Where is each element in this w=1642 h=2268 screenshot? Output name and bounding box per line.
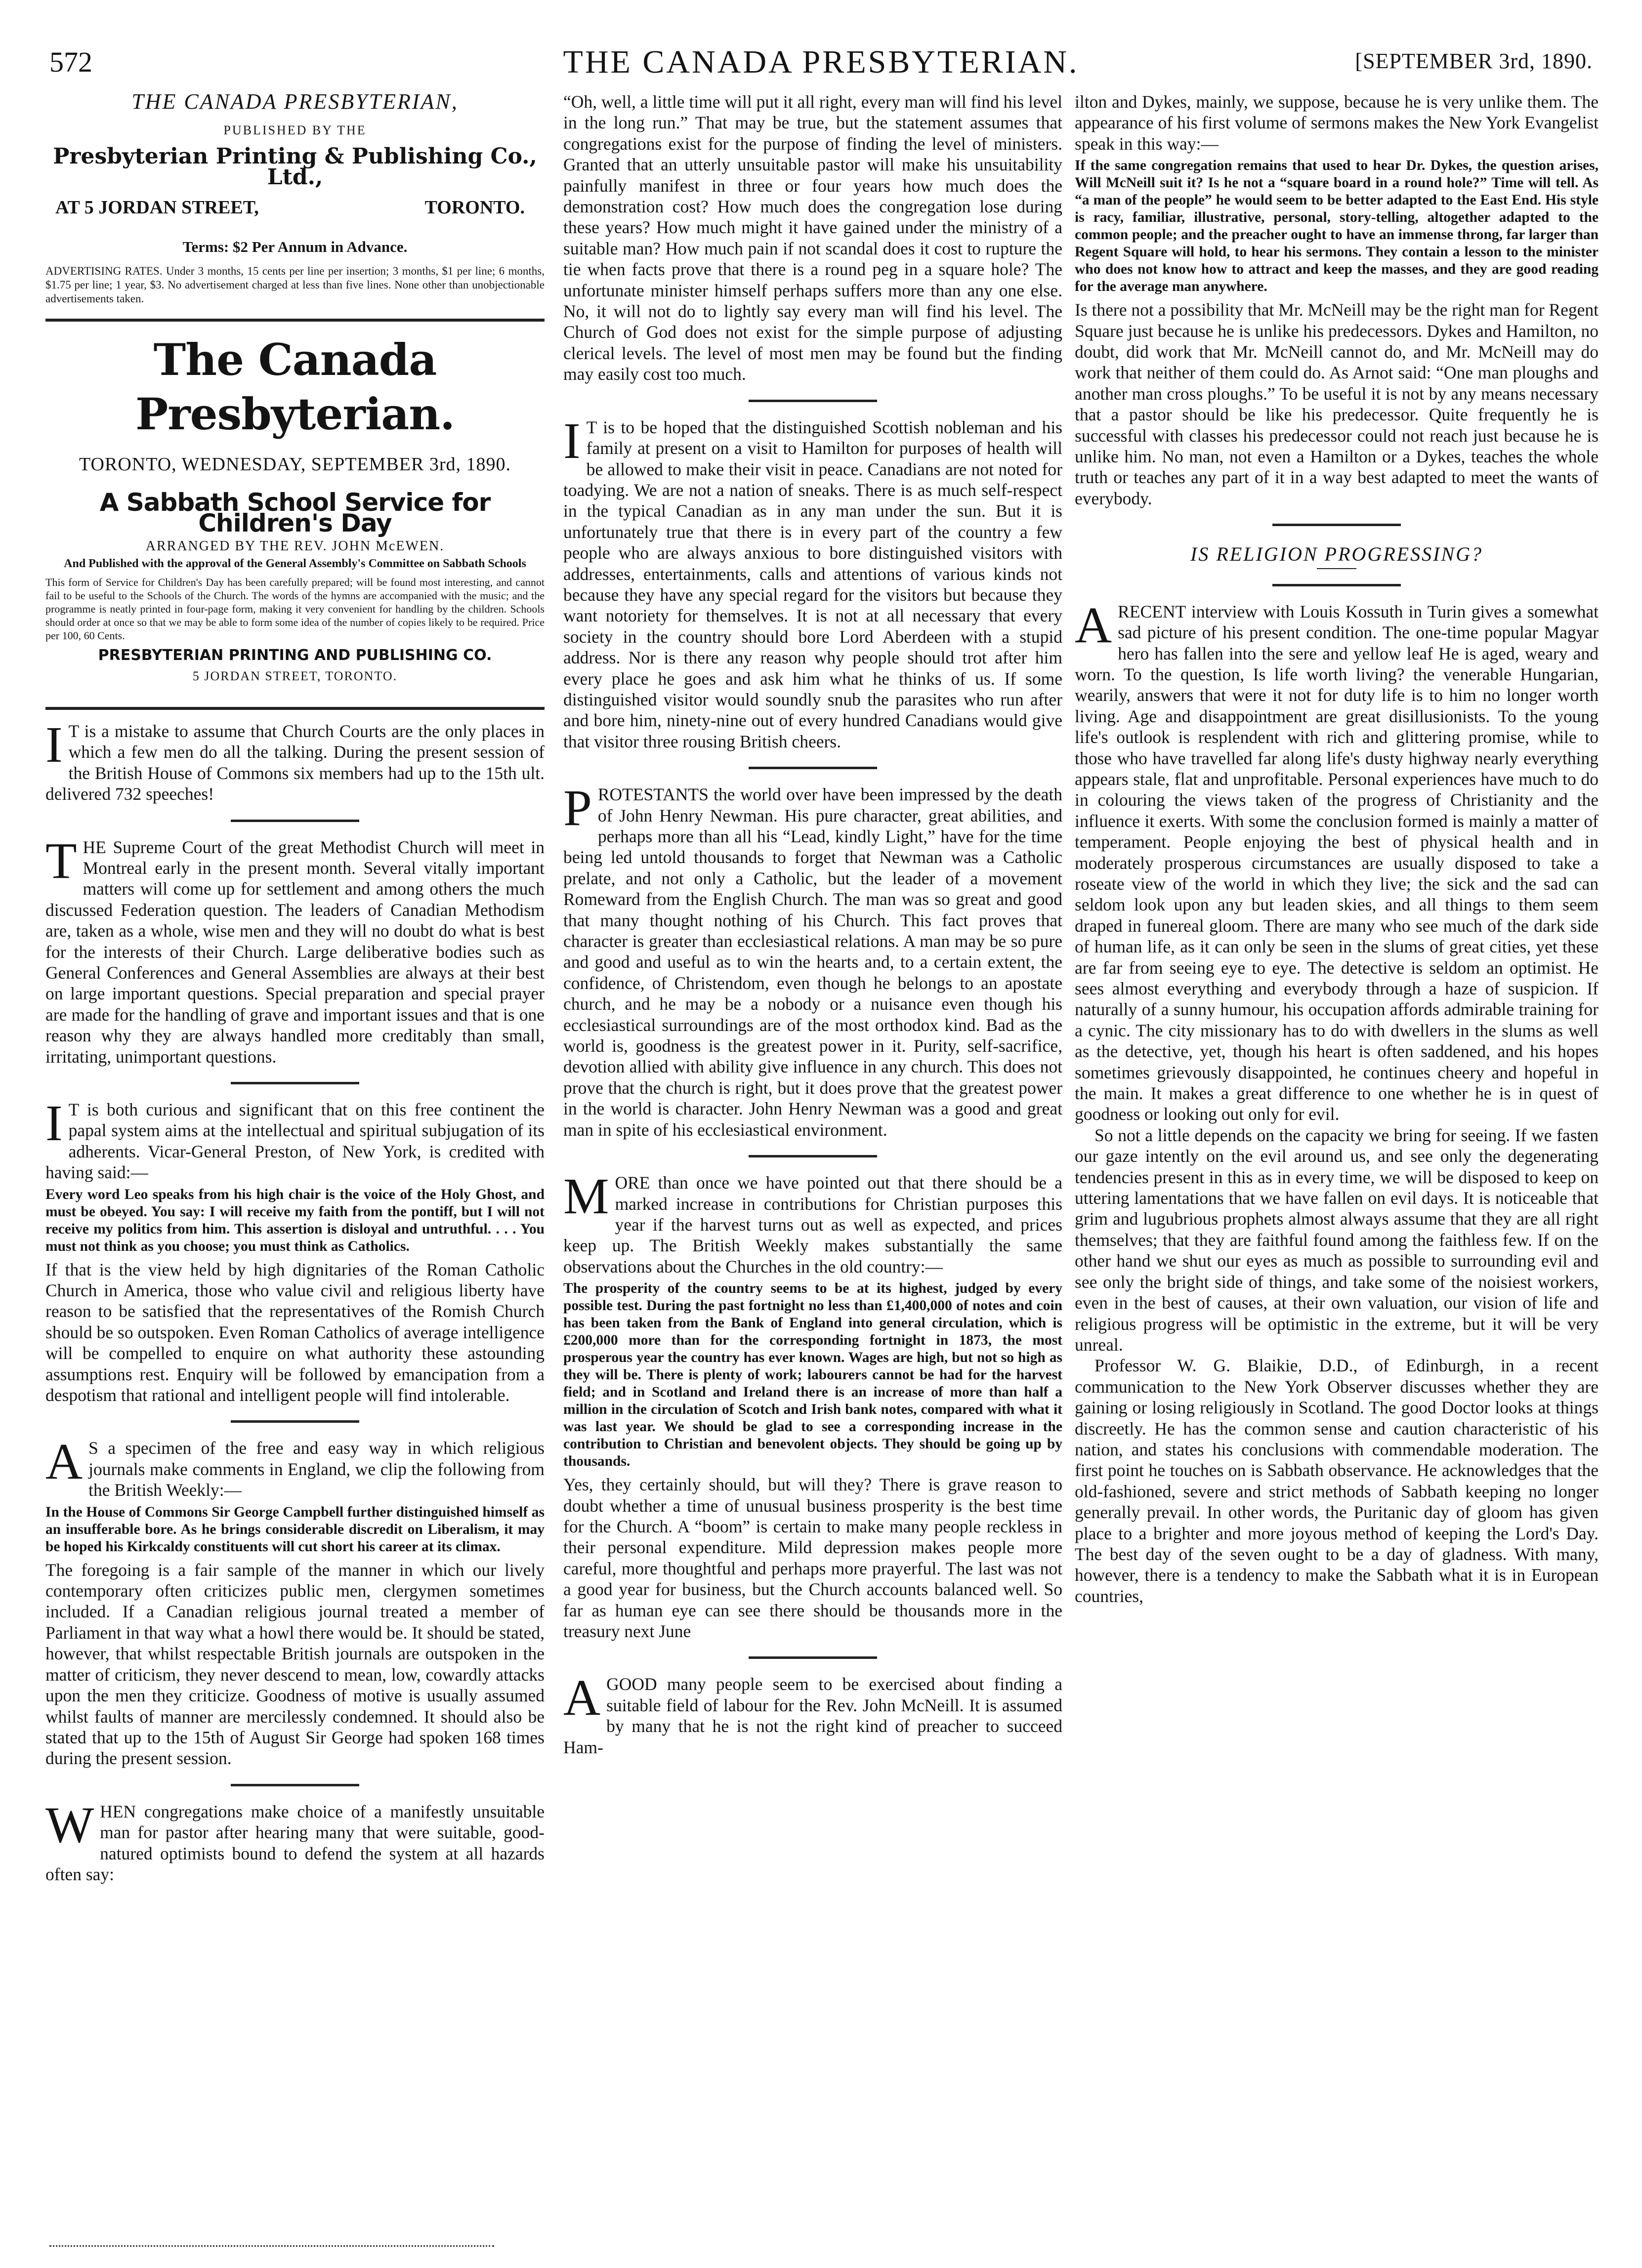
nameplate: The Canada Presbyterian. (135, 334, 455, 440)
paragraph-text: T is a mistake to assume that Church Courts are the only places in which a few men do all the talking. During the present session of the British House of Commons six members had up to the 15th ult. delivered 732 speeches! (45, 721, 545, 804)
masthead-terms: Terms: $2 Per Annum in Advance. (182, 238, 408, 256)
advert-title: A Sabbath School Service for Children's Day (99, 488, 491, 538)
running-title: THE CANADA PRESBYTERIAN. (563, 44, 1079, 80)
article-divider (231, 1784, 359, 1786)
column-1 (45, 91, 545, 2245)
column-2-articles (563, 91, 1062, 1758)
article-paragraph (45, 1796, 545, 1885)
quoted-extract: If the same congregation remains that used to hear Dr. Dykes, the question arises, Will McNeill suit it? Is he not a “square board in a round hole?” Time will tell. As “a man of the people” he would seem to be better adapted to the East End. His style is racy, familiar, illustrative, personal, story-telling, altogether adapted to the common people; and the preacher ought to have an immense throng, far larger than Regent Square will hold, to hear his sermons. They contain a lesson to the minister who does not know how to attract and keep the masses, and they are good reading for the average man anywhere. (1075, 158, 1599, 295)
paragraph-text: RECENT interview with Louis Kossuth in Turin gives a somewhat sad picture of his present condition. The one-time popular Magyar hero has fallen into the sere and yellow leaf He is aged, weary and worn. To the question, Is life worth living? the venerable Hungarian, wearily, answers that were it not for duty life is to him no longer worth living. Age and disappointment are great disillusionists. To the young life's outlook is resplendent with rich and glittering promise, while to those who have travelled far along life's dusty highway nearly everything appears stale, flat and unprofitable. Personal experiences have much to do in colouring the views taken of the progress of Christianity and the influence it exerts. With some the conclusion formed is mainly a matter of temperament. People enjoying the best of physical health and in moderately prosperous circumstances are usually disposed to take a roseate view of the world in which they live; the sick and the sad can seldom look upon any but leaden skies, and all things to them seem draped in funereal gloom. There are many who see much of the dark side of human life, as it can only be seen in the slums of great cities, yet these are far from seeing eye to eye. The detective is seldom an optimist. He sees almost everything and everybody through a haze of suspicion. If naturally of a sunny humour, his occupation affords admirable training for a cynic. The city missionary has to do with dwellers in the slums as well as the detective, yet, though his heart is often saddened, and his hopes sometimes grievously disappointed, he continues cheery and hopeful in the main. It makes a great difference to one whether he is in quest of goodness or looking out only for evil. (1075, 601, 1599, 1124)
masthead-advertising-rates: ADVERTISING RATES. Under 3 months, 15 cents per line per insertion; 3 months, $1 per line; 6 months, $1.75 per line; 1 year, $3. No advertisement charged at less than five lines. None other than unobjectionable advertisements taken. (45, 265, 545, 305)
article-paragraph (1075, 596, 1599, 1125)
article-divider (749, 1155, 877, 1157)
article-paragraph: Professor W. G. Blaikie, D.D., of Edinburgh, in a recent communication to the New York Observer discusses whether they are gaining or losing religiously in Scotland. The good Doctor looks at things discreetly. He has the common sense and caution characteristic of his nation, and states his conclusions with commendable moderation. The first point he touches on is Sabbath observance. He acknowledges that the old-fashioned, severe and strict methods of Sabbath keeping no longer generally prevail. In other words, the Puritanic day of gloom has given place to a brighter and more joyous method of keeping the Lord's Day. The best day of the seven ought to be a day of gladness. With many, however, there is a tendency to make the Sabbath what it is in European countries, (1075, 1356, 1599, 1606)
paragraph-text: T is both curious and significant that on this free continent the papal system aims at the intellectual and spiritual subjugation of its adherents. Vicar-General Preston, of New York, is credited with having said:— (45, 1099, 545, 1183)
drop-cap: A (1075, 596, 1112, 654)
paragraph-text: HE Supreme Court of the great Methodist Church will meet in Montreal early in the present month. Several vitally important matters will come up for settlement and among others the much discussed Federation question. The leaders of Canadian Methodism are, taken as a whole, wise men and they will no doubt do what is best for the interests of their Church. Large deliberative bodies such as General Conferences and General Assemblies are always at their best on large important questions. Special preparation and special prayer are made for the handling of grave and important issues and that is one reason why they are always handled more creditably than small, irritating, unimportant questions. (45, 837, 545, 1067)
quoted-extract: Every word Leo speaks from his high chair is the voice of the Holy Ghost, and must be obeyed. You say: I will receive my faith from the pontiff, but I will not receive my politics from him. This assertion is disloyal and untruthful. . . . You must not think as you choose; you must think as Catholics. (45, 1186, 545, 1254)
article-divider (1272, 584, 1401, 586)
drop-cap: M (563, 1168, 609, 1225)
paragraph-text: GOOD many people seem to be exercised about finding a suitable field of labour for the Rev. John McNeill. It is assumed by many that he is not the right kind of preacher to succeed Ham- (563, 1674, 1062, 1757)
article-divider (231, 1082, 359, 1084)
advert-body: This form of Service for Children's Day has been carefully prepared; will be found most interesting, and cannot fail to be useful to the Schools of the Church. The words of the hymns are accompanied with the music; and the programme is neatly printed in four-page form, making it very convenient for handling by the children. Schools should order at once so that we may be able to form some idea of the number of copies likely to be required. Price per 100, 60 Cents. (45, 576, 545, 642)
section-divider (1272, 524, 1401, 526)
drop-cap: I (45, 716, 63, 773)
paragraph-text: S a specimen of the free and easy way in which religious journals make comments in England, we clip the following from the British Weekly:— (88, 1438, 545, 1500)
masthead-company: Presbyterian Printing & Publishing Co., Ltd., (53, 143, 537, 190)
article-paragraph (45, 832, 545, 1067)
masthead-published-by: PUBLISHED BY THE (223, 123, 367, 138)
article-paragraph (563, 1168, 1062, 1277)
masthead-address-line (45, 197, 545, 218)
divider (45, 319, 545, 322)
column-3-articles (1075, 91, 1599, 1607)
article-divider (749, 400, 877, 402)
paragraph-text: T is to be hoped that the distinguished Scottish nobleman and his family at present on a visit to Hamilton for purposes of health will be allowed to make their visit in peace. Canadians are not noted for toadying. We are not a nation of sneaks. There is as much self-respect in the typical Canadian as in any man under the sun. But it is unfortunately true that there is in every part of the country a few people who are always anxious to bore distinguished visitors with addresses, entertainments, calls and attentions of various kinds not because they have any special regard for the visitors but because they want notoriety for themselves. It is not at all necessary that every society in the country should bore Lord Aberdeen with a stupid address. Nor is there any reason why people should trot after him every place he goes and ask him what he thinks of us. If some distinguished visitor would soundly snub the parasites who run after and bore him, ninety-nine out of every hundred Canadians would give that visitor three rousing British cheers. (563, 417, 1062, 751)
divider (45, 707, 545, 710)
page-edge-marks (49, 2245, 494, 2252)
drop-cap: T (45, 832, 77, 889)
page-number: 572 (49, 46, 92, 78)
article-paragraph (45, 1094, 545, 1183)
article-divider (749, 767, 877, 769)
article-paragraph: So not a little depends on the capacity we bring for seeing. If we fasten our gaze intently on the evil around us, and see only the degenerating tendencies present in this as in every time, we will be disposed to keep on uttering lamentations that we have fallen on evil days. It is noticeable that grim and lugubrious prophets almost always assume that they are all right themselves; that they are faithful found among the faithless few. If on the other hand we shut our eyes as much as possible to surrounding evil and see only the bright side of things, and take some of the noisiest workers, even in the best of causes, at their own valuation, our vision of life and religious progress will be optimistic in the extreme, but it will be very unreal. (1075, 1125, 1599, 1355)
article-paragraph: ilton and Dykes, mainly, we suppose, because he is very unlike them. The appearance of his first volume of sermons makes the New York Evangelist speak in this way:— (1075, 92, 1599, 154)
article-paragraph: Is there not a possibility that Mr. McNeill may be the right man for Regent Square just because he is unlike his predecessors. Dykes and Hamilton, no doubt, did work that Mr. McNeill cannot do, and Mr. McNeill may do work that neither of them could do. As Arnot said: “One man ploughs and another man cross ploughs.” To be useful it is not by any means necessary that a pastor should be like his predecessor. Quite frequently he is successful with classes his predecessor could not reach just because he is unlike him. No man, not even a Hamilton or a Dykes, teaches the whole truth or teaches any part of it in a way best adapted to meet the wants of everybody. (1075, 300, 1599, 508)
article-paragraph (45, 716, 545, 805)
article-paragraph (563, 780, 1062, 1140)
article-paragraph: Yes, they certainly should, but will they? There is grave reason to doubt whether a time of unusual business prosperity is the best time for the Church. A “boom” is certain to make many people reckless in their personal expenditure. Mild depression makes people more careful, more thoughtful and perhaps more prayerful. The last was not a good year for business, but the Church accounts balanced well. So far as human eye can see there should be thousands more in the treasury next June (563, 1475, 1062, 1641)
article-paragraph (563, 1669, 1062, 1758)
drop-cap: A (563, 1669, 601, 1727)
article-paragraph (45, 1433, 545, 1500)
title-rule (1317, 568, 1356, 569)
drop-cap: W (45, 1796, 94, 1854)
advert-street: 5 JORDAN STREET, TORONTO. (192, 669, 398, 684)
advert-approval: And Published with the approval of the General Assembly's Committee on Sabbath Schools (64, 557, 526, 571)
running-date: [SEPTEMBER 3rd, 1890. (1355, 49, 1593, 73)
running-head (0, 43, 1642, 83)
article-divider (749, 1656, 877, 1659)
dateline: TORONTO, WEDNESDAY, SEPTEMBER 3rd, 1890. (79, 454, 511, 475)
section-title: IS RELIGION PROGRESSING? (1190, 543, 1483, 566)
article-divider (231, 1420, 359, 1423)
quoted-extract: In the House of Commons Sir George Campbell further distinguished himself as an insufferable bore. As he brings considerable discredit on Liberalism, it may be hoped his Kirkcaldy constituents will cut short his career at its climax. (45, 1504, 545, 1555)
masthead-address: AT 5 JORDAN STREET, (55, 197, 259, 218)
drop-cap: I (563, 412, 581, 469)
drop-cap: A (45, 1433, 83, 1490)
article-paragraph: The foregoing is a fair sample of the manner in which our lively contemporary often criticizes public men, clergymen sometimes included. If a Canadian religious journal treated a member of Parliament in that way what a howl there would be. It should be stated, however, that whilst respectable British journals are outspoken in the matter of criticism, they never descend to mean, low, cowardly attacks upon the men they criticize. Goodness of motive is usually assumed whilst faults of manner are mercilessly condemned. It should also be stated that up to the 15th of August Sir George had spoken 168 times during the present session. (45, 1560, 545, 1769)
masthead-publication: THE CANADA PRESBYTERIAN, (131, 91, 459, 114)
paragraph-text: HEN congregations make choice of a manifestly unsuitable man for pastor after hearing many that were suitable, good-natured optimists bound to defend the system at all hazards often say: (45, 1801, 545, 1884)
article-divider (231, 820, 359, 822)
article-paragraph: “Oh, well, a little time will put it all right, every man will find his level in the long run.” That may be true, but the statement assumes that congregations exist for the purpose of finding the level of ministers. Granted that an utterly unsuitable pastor will make his unsuitability painfully manifest in three or four years how much does the demonstration cost? How much does the congregation lose during these years? How much might it have gained under the ministry of a suitable man? How much pain if not scandal does it cost to rupture the tie when facts prove that there is a round peg in a square hole? The unfortunate minister himself perhaps suffers more than any one else. No, it will not do to lightly say every man will find his level. The Church of God does not exist for the simple purpose of adjusting clerical levels. The level of most men may be found but the finding may easily cost too much. (563, 92, 1062, 384)
article-paragraph (563, 412, 1062, 752)
article-paragraph: If that is the view held by high dignitaries of the Roman Catholic Church in America, those who value civil and religious liberty have reason to be satisfied that the representatives of the Romish Church should be so outspoken. Even Roman Catholics of average intelligence will be compelled to enquire on what authority these astounding assumptions rest. Enquiry will be followed by emancipation from a despotism that rational and intelligent people will find intolerable. (45, 1259, 545, 1405)
advert-publisher: PRESBYTERIAN PRINTING AND PUBLISHING CO. (98, 647, 492, 664)
column-2 (563, 91, 1062, 2245)
paragraph-text: ORE than once we have pointed out that there should be a marked increase in contributions for Christian purposes this year if the harvest turns out as well as expected, and prices keep up. The British Weekly makes substantially the same observations about the Churches in the old country:— (563, 1173, 1062, 1277)
advert-arranged-by: ARRANGED BY THE REV. JOHN McEWEN. (145, 538, 445, 554)
paragraph-text: ROTESTANTS the world over have been impressed by the death of John Henry Newman. His pure character, great abilities, and perhaps more than all his “Lead, kindly Light,” have for the time being led untold thousands to forget that Newman was a Catholic prelate, and not only a Catholic, but the leader of a movement Romeward from the English Church. The man was so great and good that many thought nothing of his Church. This fact proves that character is greater than ecclesiastical relations. A man may be so pure and good and useful as to win the hearts and, to a certain extent, the confidence, of Christendom, even though he belongs to an apostate church, and he may be a nobody or a nuisance even though his ecclesiastical surroundings are of the most orthodox kind. Bad as the world is, goodness is the greatest power in it. Purity, self-sacrifice, devotion allied with ability give influence in any church. This does not prove that the church is right, but it does prove that the greatest power in the world is character. John Henry Newman was a good and great man in spite of his ecclesiastical environment. (563, 784, 1062, 1140)
masthead-city: TORONTO. (424, 197, 525, 218)
drop-cap: I (45, 1094, 63, 1152)
column-1-articles (45, 716, 545, 1885)
quoted-extract: The prosperity of the country seems to be at its highest, judged by every possible test. During the past fortnight no less than £1,400,000 of notes and coin has been taken from the Bank of England into general circulation, which is £200,000 more than for the corresponding fortnight in 1873, the most prosperous year the country has ever known. Wages are high, but not so high as they will be. There is plenty of work; labourers cannot be had for the harvest field; and in Scotland and Ireland there is an increase of more than half a million in the circulation of Scotch and Irish bank notes, compared with what it was last year. We should be glad to see a corresponding increase in the contribution to Christian and benevolent objects. They should be going up by thousands. (563, 1280, 1062, 1470)
drop-cap: P (563, 780, 592, 837)
column-3 (1075, 91, 1599, 2245)
